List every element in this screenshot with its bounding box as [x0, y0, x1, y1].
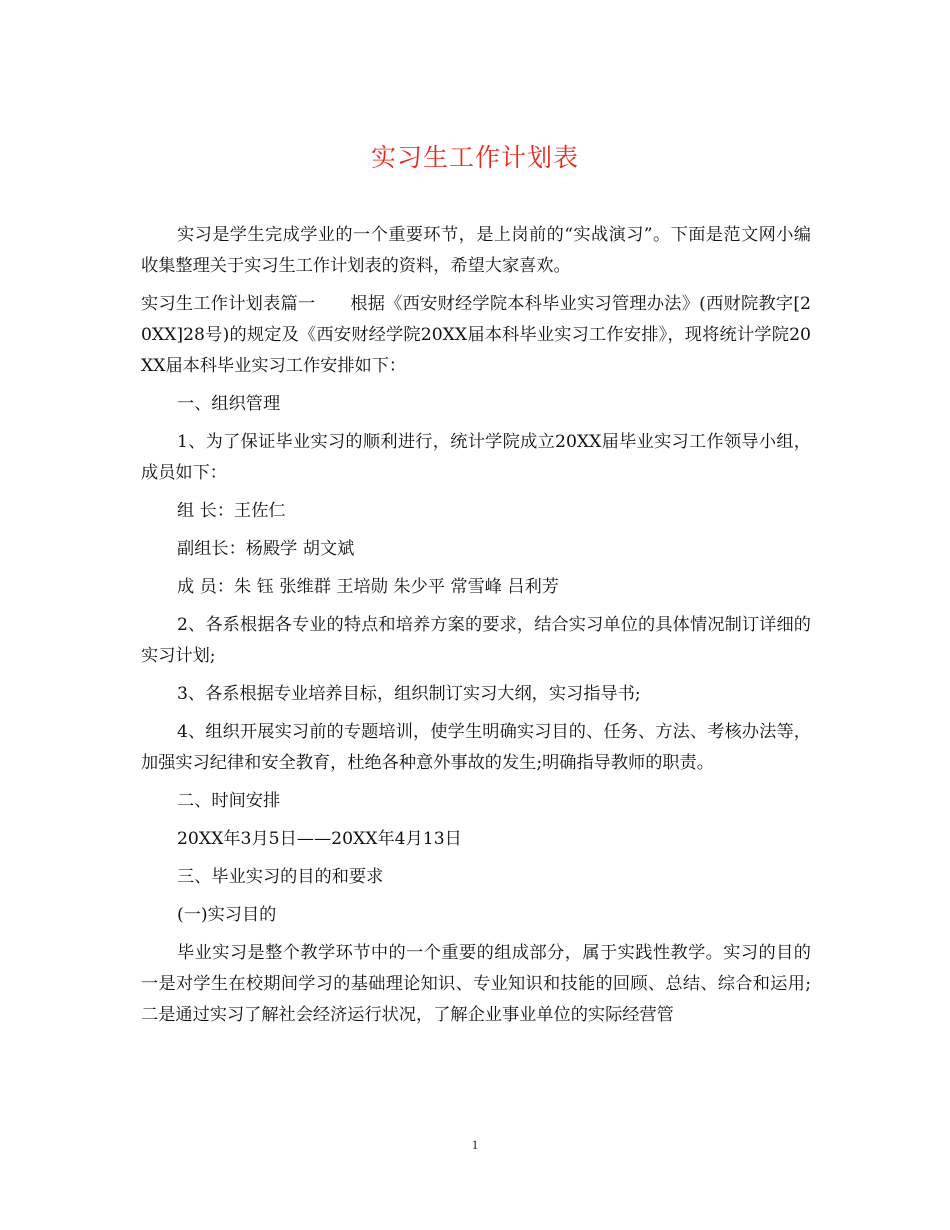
document-title: 实习生工作计划表 [370, 143, 579, 172]
paragraph: 3、各系根据专业培养目标，组织制订实习大纲，实习指导书; [177, 684, 641, 704]
paragraph: 2、各系根据各专业的特点和培养方案的要求，结合实习单位的具体情况制订详细的实习计划; [141, 615, 811, 666]
paragraph: 4、组织开展实习前的专题培训，使学生明确实习目的、任务、方法、考核办法等，加强实习纪律和安全教育，杜绝各种意外事故的发生;明确指导教师的职责。 [141, 722, 811, 773]
page-number: 1 [471, 1137, 479, 1152]
paragraph: 副组长：杨殿学 胡文斌 [177, 539, 355, 559]
paragraph: 实习是学生完成学业的一个重要环节，是上岗前的“实战演习”。下面是范文网小编收集整理关于实习生工作计划表的资料，希望大家喜欢。 [141, 225, 811, 276]
paragraph: 二、时间安排 [177, 791, 281, 811]
paragraph: (一)实习目的 [177, 905, 277, 925]
document-body [141, 220, 811, 1038]
paragraph: 20XX年3月5日——20XX年4月13日 [177, 829, 462, 849]
paragraph: 1、为了保证毕业实习的顺利进行，统计学院成立20XX届毕业实习工作领导小组，成员如下： [141, 432, 811, 483]
paragraph: 实习生工作计划表篇一 根据《西安财经学院本科毕业实习管理办法》(西财院教字[20XX]28号)的规定及《西安财经学院20XX届本科毕业实习工作安排》，现将统计学院20XX届本科毕业实习工作安排如下： [141, 294, 811, 376]
paragraph: 毕业实习是整个教学环节中的一个重要的组成部分，属于实践性教学。实习的目的一是对学生在校期间学习的基础理论知识、专业知识和技能的回顾、总结、综合和运用;二是通过实习了解社会经济运行状况，了解企业事业单位的实际经营管 [141, 943, 811, 1025]
paragraph: 成 员：朱 钰 张维群 王培勋 朱少平 常雪峰 吕利芳 [177, 577, 559, 597]
paragraph: 组 长：王佐仁 [177, 501, 286, 521]
paragraph: 一、组织管理 [177, 394, 281, 414]
paragraph: 三、毕业实习的目的和要求 [177, 867, 384, 887]
